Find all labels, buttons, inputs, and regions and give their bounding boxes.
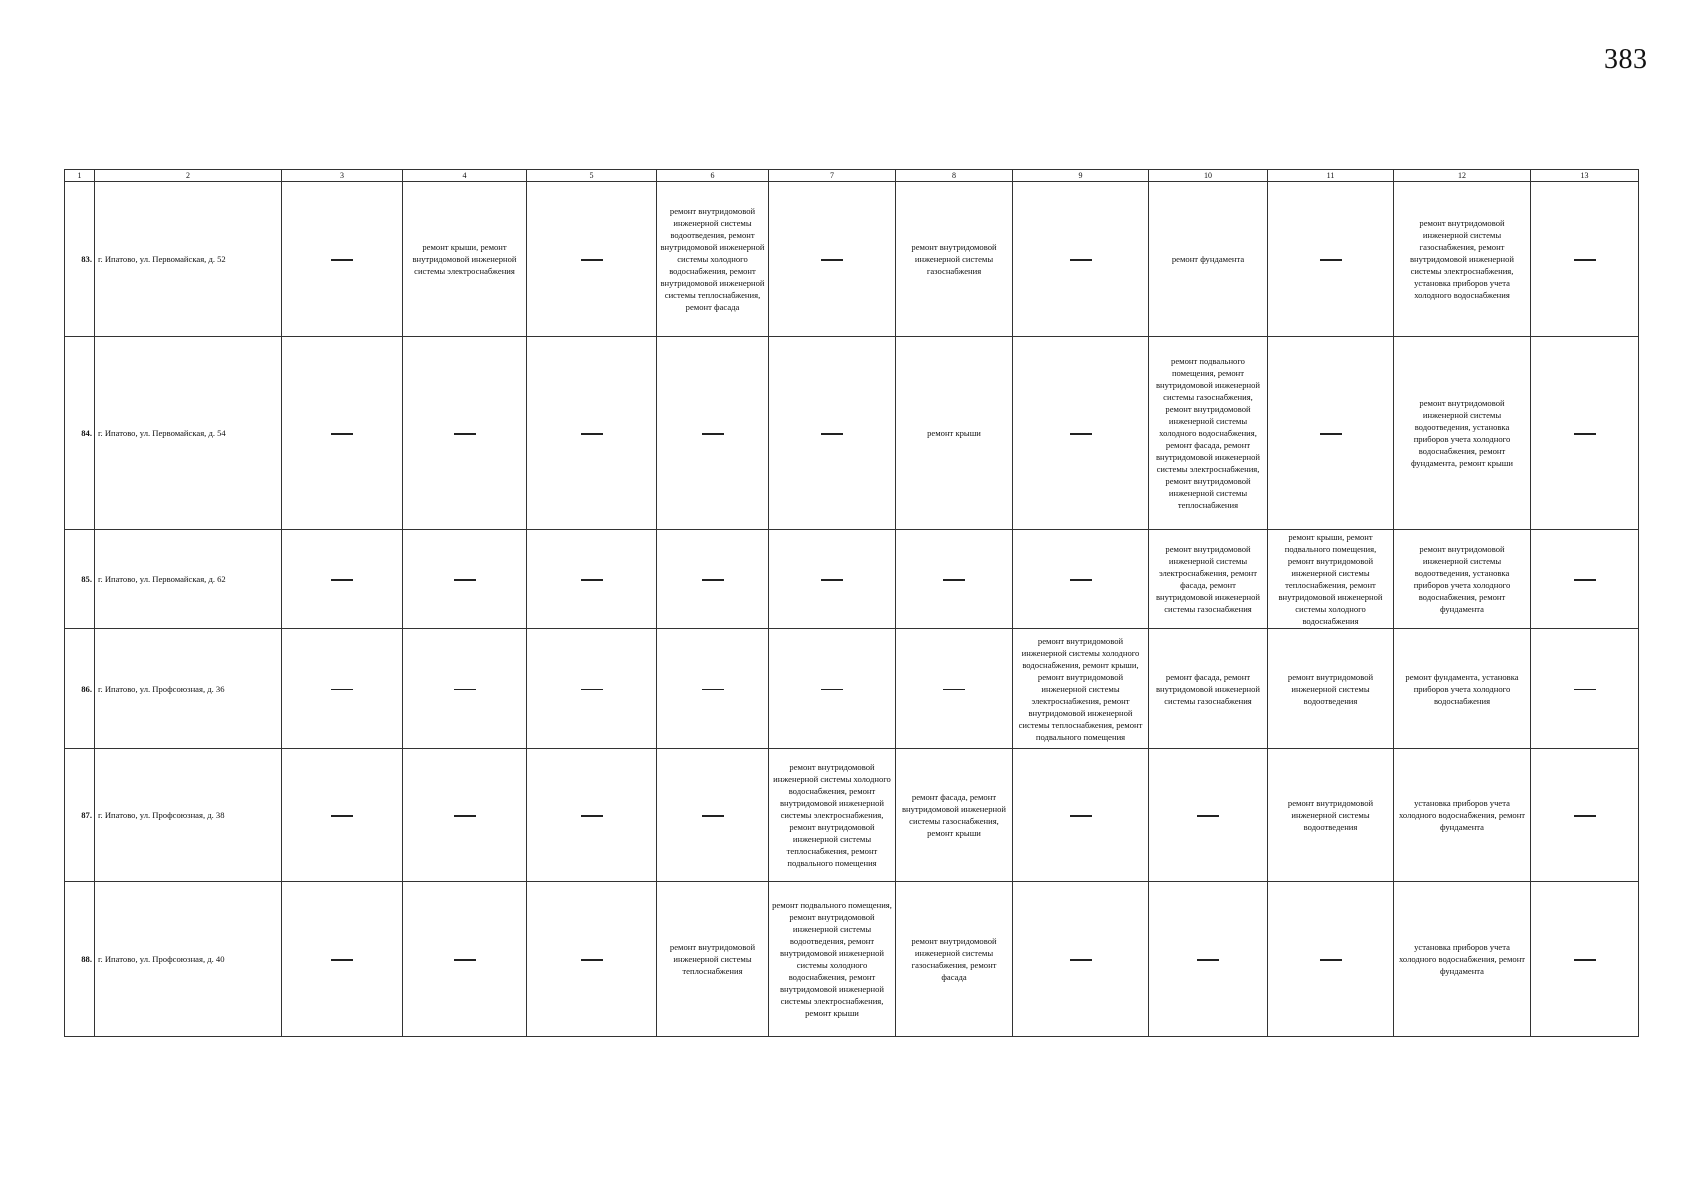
column-number: 13 <box>1531 170 1639 182</box>
dash-mark <box>581 259 603 261</box>
dash-mark <box>454 959 476 961</box>
column-number: 10 <box>1149 170 1268 182</box>
empty-cell <box>527 530 657 629</box>
dash-mark <box>581 959 603 961</box>
empty-cell <box>657 337 769 530</box>
dash-mark <box>581 815 603 817</box>
empty-cell <box>403 629 527 749</box>
empty-cell <box>1531 882 1639 1037</box>
empty-cell <box>896 530 1013 629</box>
empty-cell <box>1268 337 1394 530</box>
dash-mark <box>331 579 353 581</box>
empty-cell <box>657 629 769 749</box>
empty-cell <box>527 749 657 882</box>
dash-mark <box>581 689 603 691</box>
address-cell: г. Ипатово, ул. Первомайская, д. 54 <box>95 337 282 530</box>
work-cell: ремонт внутридомовой инженерной системы теплоснабжения <box>657 882 769 1037</box>
work-cell: ремонт внутридомовой инженерной системы холодного водоснабжения, ремонт крыши, ремонт внутридомовой инженерной системы электроснабжения, ремонт внутридомовой инженерной системы теплоснабжения, ремонт подвального помещения <box>1013 629 1149 749</box>
empty-cell <box>1013 882 1149 1037</box>
empty-cell <box>1013 182 1149 337</box>
work-cell: ремонт внутридомовой инженерной системы водоотведения, ремонт внутридомовой инженерной системы холодного водоснабжения, ремонт внутридомовой инженерной системы теплоснабжения, ремонт фасада <box>657 182 769 337</box>
work-cell: ремонт фундамента, установка приборов учета холодного водоснабжения <box>1394 629 1531 749</box>
dash-mark <box>1574 259 1596 261</box>
repair-schedule-table <box>64 169 1639 1037</box>
column-number: 2 <box>95 170 282 182</box>
empty-cell <box>1531 749 1639 882</box>
work-cell: ремонт внутридомовой инженерной системы холодного водоснабжения, ремонт внутридомовой инженерной системы электроснабжения, ремонт внутридомовой инженерной системы теплоснабжения, ремонт подвального помещения <box>769 749 896 882</box>
empty-cell <box>282 182 403 337</box>
dash-mark <box>1320 433 1342 435</box>
work-cell: ремонт внутридомовой инженерной системы водоотведения, установка приборов учета холодного водоснабжения, ремонт фундамента, ремонт крыши <box>1394 337 1531 530</box>
dash-mark <box>1197 815 1219 817</box>
empty-cell <box>657 749 769 882</box>
empty-cell <box>527 882 657 1037</box>
work-cell: установка приборов учета холодного водоснабжения, ремонт фундамента <box>1394 882 1531 1037</box>
dash-mark <box>821 433 843 435</box>
work-cell: ремонт подвального помещения, ремонт внутридомовой инженерной системы газоснабжения, ремонт внутридомовой инженерной системы холодного водоснабжения, ремонт фасада, ремонт внутридомовой инженерной системы электроснабжения, ремонт внутридомовой инженерной системы теплоснабжения <box>1149 337 1268 530</box>
empty-cell <box>1013 749 1149 882</box>
column-number: 3 <box>282 170 403 182</box>
dash-mark <box>581 433 603 435</box>
dash-mark <box>331 259 353 261</box>
column-number: 8 <box>896 170 1013 182</box>
row-number: 87. <box>65 749 95 882</box>
address-cell: г. Ипатово, ул. Профсоюзная, д. 40 <box>95 882 282 1037</box>
table-row <box>65 530 1639 629</box>
empty-cell <box>403 337 527 530</box>
dash-mark <box>1070 433 1092 435</box>
dash-mark <box>1574 959 1596 961</box>
empty-cell <box>282 882 403 1037</box>
dash-mark <box>454 433 476 435</box>
empty-cell <box>527 337 657 530</box>
work-cell: ремонт подвального помещения, ремонт внутридомовой инженерной системы водоотведения, ремонт внутридомовой инженерной системы холодного водоснабжения, ремонт внутридомовой инженерной системы электроснабжения, ремонт крыши <box>769 882 896 1037</box>
dash-mark <box>821 689 843 691</box>
empty-cell <box>1531 530 1639 629</box>
empty-cell <box>282 629 403 749</box>
table-row <box>65 749 1639 882</box>
dash-mark <box>331 433 353 435</box>
work-cell: ремонт внутридомовой инженерной системы газоснабжения <box>896 182 1013 337</box>
work-cell: ремонт внутридомовой инженерной системы водоотведения <box>1268 749 1394 882</box>
dash-mark <box>702 689 724 691</box>
dash-mark <box>331 959 353 961</box>
empty-cell <box>896 629 1013 749</box>
work-cell: ремонт внутридомовой инженерной системы газоснабжения, ремонт фасада <box>896 882 1013 1037</box>
empty-cell <box>769 182 896 337</box>
empty-cell <box>527 629 657 749</box>
dash-mark <box>1574 815 1596 817</box>
work-cell: ремонт внутридомовой инженерной системы газоснабжения, ремонт внутридомовой инженерной системы электроснабжения, установка приборов учета холодного водоснабжения <box>1394 182 1531 337</box>
empty-cell <box>403 530 527 629</box>
address-cell: г. Ипатово, ул. Профсоюзная, д. 38 <box>95 749 282 882</box>
empty-cell <box>282 749 403 882</box>
work-cell: установка приборов учета холодного водоснабжения, ремонт фундамента <box>1394 749 1531 882</box>
work-cell: ремонт внутридомовой инженерной системы водоотведения <box>1268 629 1394 749</box>
table-row <box>65 882 1639 1037</box>
dash-mark <box>943 579 965 581</box>
dash-mark <box>821 579 843 581</box>
column-number-row <box>65 170 1639 182</box>
row-number: 84. <box>65 337 95 530</box>
row-number: 86. <box>65 629 95 749</box>
dash-mark <box>331 815 353 817</box>
dash-mark <box>1197 959 1219 961</box>
column-number: 9 <box>1013 170 1149 182</box>
column-number: 11 <box>1268 170 1394 182</box>
work-cell: ремонт крыши, ремонт подвального помещения, ремонт внутридомовой инженерной системы теплоснабжения, ремонт внутридомовой инженерной системы холодного водоснабжения <box>1268 530 1394 629</box>
work-cell: ремонт фасада, ремонт внутридомовой инженерной системы газоснабжения, ремонт крыши <box>896 749 1013 882</box>
empty-cell <box>1013 530 1149 629</box>
dash-mark <box>943 689 965 691</box>
table-row <box>65 182 1639 337</box>
empty-cell <box>282 337 403 530</box>
empty-cell <box>1149 749 1268 882</box>
table-row <box>65 629 1639 749</box>
empty-cell <box>769 337 896 530</box>
dash-mark <box>1320 959 1342 961</box>
dash-mark <box>1070 959 1092 961</box>
dash-mark <box>821 259 843 261</box>
row-number: 85. <box>65 530 95 629</box>
empty-cell <box>1149 882 1268 1037</box>
empty-cell <box>1268 882 1394 1037</box>
work-cell: ремонт крыши, ремонт внутридомовой инженерной системы электроснабжения <box>403 182 527 337</box>
empty-cell <box>769 530 896 629</box>
dash-mark <box>1574 433 1596 435</box>
empty-cell <box>1531 182 1639 337</box>
work-cell: ремонт фундамента <box>1149 182 1268 337</box>
dash-mark <box>1070 259 1092 261</box>
empty-cell <box>657 530 769 629</box>
row-number: 83. <box>65 182 95 337</box>
empty-cell <box>403 882 527 1037</box>
column-number: 12 <box>1394 170 1531 182</box>
dash-mark <box>1070 815 1092 817</box>
table-row <box>65 337 1639 530</box>
dash-mark <box>1320 259 1342 261</box>
empty-cell <box>403 749 527 882</box>
dash-mark <box>702 815 724 817</box>
column-number: 5 <box>527 170 657 182</box>
empty-cell <box>282 530 403 629</box>
dash-mark <box>1574 689 1596 691</box>
page-number: 383 <box>1604 44 1648 75</box>
dash-mark <box>702 433 724 435</box>
empty-cell <box>1531 629 1639 749</box>
dash-mark <box>454 815 476 817</box>
dash-mark <box>331 689 353 691</box>
empty-cell <box>1268 182 1394 337</box>
empty-cell <box>527 182 657 337</box>
dash-mark <box>581 579 603 581</box>
dash-mark <box>454 689 476 691</box>
column-number: 7 <box>769 170 896 182</box>
dash-mark <box>454 579 476 581</box>
column-number: 4 <box>403 170 527 182</box>
work-cell: ремонт крыши <box>896 337 1013 530</box>
empty-cell <box>1531 337 1639 530</box>
empty-cell <box>769 629 896 749</box>
address-cell: г. Ипатово, ул. Первомайская, д. 52 <box>95 182 282 337</box>
address-cell: г. Ипатово, ул. Профсоюзная, д. 36 <box>95 629 282 749</box>
empty-cell <box>1013 337 1149 530</box>
work-cell: ремонт фасада, ремонт внутридомовой инженерной системы газоснабжения <box>1149 629 1268 749</box>
dash-mark <box>1574 579 1596 581</box>
work-cell: ремонт внутридомовой инженерной системы электроснабжения, ремонт фасада, ремонт внутридомовой инженерной системы газоснабжения <box>1149 530 1268 629</box>
dash-mark <box>702 579 724 581</box>
column-number: 1 <box>65 170 95 182</box>
address-cell: г. Ипатово, ул. Первомайская, д. 62 <box>95 530 282 629</box>
dash-mark <box>1070 579 1092 581</box>
column-number: 6 <box>657 170 769 182</box>
work-cell: ремонт внутридомовой инженерной системы водоотведения, установка приборов учета холодного водоснабжения, ремонт фундамента <box>1394 530 1531 629</box>
table-body <box>65 170 1639 1037</box>
row-number: 88. <box>65 882 95 1037</box>
